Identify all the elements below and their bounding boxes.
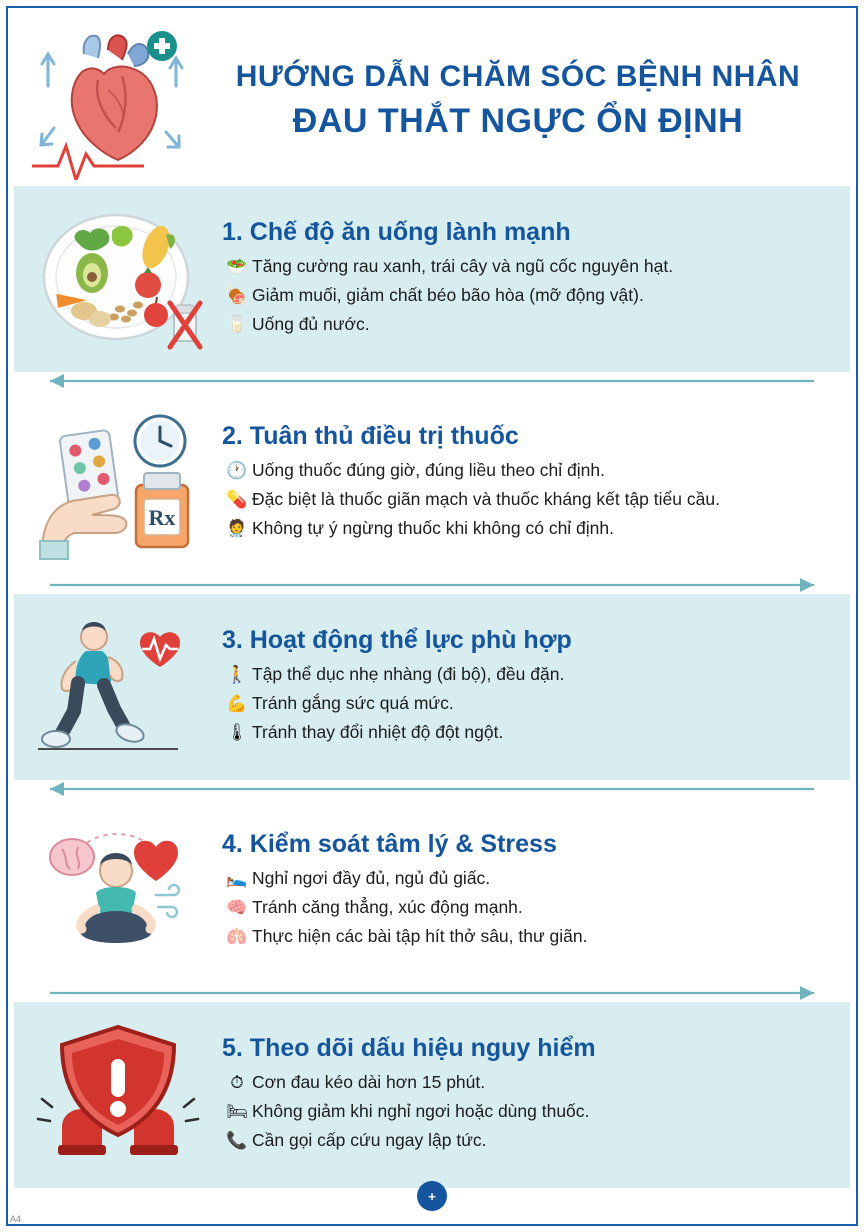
list-item <box>222 517 824 540</box>
section-4-bullets <box>222 867 824 948</box>
list-item <box>222 313 824 336</box>
warning-shield-with-exclamation-icon <box>14 1015 222 1175</box>
bullet-text: Giảm muối, giảm chất béo bão hòa (mỡ động vật). <box>252 284 644 305</box>
bullet-text: Không giảm khi nghỉ ngơi hoặc dùng thuốc. <box>252 1100 590 1121</box>
arrow-separator-4 <box>14 984 850 1002</box>
walking-person-icon: 🚶 <box>226 664 248 684</box>
bullet-text: Đặc biệt là thuốc giãn mạch và thuốc kháng kết tập tiểu cầu. <box>252 488 720 509</box>
list-item <box>222 255 824 278</box>
hospital-logo-icon: + <box>417 1181 447 1211</box>
hand-with-pills-clock-and-prescription-bottle-icon <box>14 403 222 563</box>
section-2-body <box>222 421 850 546</box>
section-4-body <box>222 829 850 954</box>
bullet-text: Không tự ý ngừng thuốc khi không có chỉ định. <box>252 517 614 538</box>
emergency-call-icon: 📞 <box>226 1130 248 1150</box>
list-item <box>222 459 824 482</box>
section-1 <box>14 186 850 372</box>
salad-bowl-icon: 🥗 <box>226 256 248 276</box>
bed-rest-icon: 🛏 <box>226 1101 248 1121</box>
poster-header <box>14 14 850 186</box>
poster-title-line2: ĐAU THẮT NGỰC ỔN ĐỊNH <box>292 101 744 140</box>
list-item <box>222 1100 824 1123</box>
section-1-bullets <box>222 255 824 336</box>
bullet-text: Nghỉ ngơi đầy đủ, ngủ đủ giấc. <box>252 867 491 888</box>
bullet-text: Uống thuốc đúng giờ, đúng liều theo chỉ định. <box>252 459 605 480</box>
bullet-text: Thực hiện các bài tập hít thở sâu, thư giãn. <box>252 925 588 946</box>
list-item <box>222 1071 824 1094</box>
section-1-body <box>222 217 850 342</box>
bullet-text: Cơn đau kéo dài hơn 15 phút. <box>252 1071 486 1092</box>
list-item <box>222 721 824 744</box>
list-item <box>222 896 824 919</box>
section-4-title: 4. Kiểm soát tâm lý & Stress <box>222 829 557 858</box>
stopwatch-icon: ⏱ <box>230 1072 244 1092</box>
section-2-bullets <box>222 459 824 540</box>
section-5 <box>14 1002 850 1188</box>
list-item <box>222 488 824 511</box>
person-jogging-with-heartbeat-icon <box>14 607 222 767</box>
section-5-body <box>222 1033 850 1158</box>
poster-title-line1: HƯỚNG DẪN CHĂM SÓC BỆNH NHÂN <box>235 60 801 93</box>
section-3-title: 3. Hoạt động thể lực phù hợp <box>222 625 572 654</box>
arrow-separator-2 <box>14 576 850 594</box>
bullet-text: Tăng cường rau xanh, trái cây và ngũ cốc nguyên hạt. <box>252 255 674 276</box>
section-3-body <box>222 625 850 750</box>
svg-text:Rx: Rx <box>148 505 176 530</box>
section-3 <box>14 594 850 780</box>
brain-icon: 🧠 <box>226 897 248 917</box>
list-item <box>222 867 824 890</box>
arrow-separator-1 <box>14 372 850 390</box>
bullet-text: Tập thể dục nhẹ nhàng (đi bộ), đều đặn. <box>252 663 565 684</box>
section-3-bullets <box>222 663 824 744</box>
bullet-text: Tránh thay đổi nhiệt độ đột ngột. <box>252 721 504 742</box>
lungs-icon: 🫁 <box>226 926 248 946</box>
list-item <box>222 692 824 715</box>
thermometer-icon: 🌡 <box>226 722 248 742</box>
clock-icon: 🕐 <box>226 460 248 480</box>
section-2 <box>14 390 850 576</box>
list-item <box>222 925 824 948</box>
bullet-text: Tránh căng thẳng, xúc động mạnh. <box>252 896 523 917</box>
section-5-title: 5. Theo dõi dấu hiệu nguy hiểm <box>222 1033 596 1062</box>
doctor-icon: 🧑‍⚕️ <box>226 518 248 538</box>
bullet-text: Uống đủ nước. <box>252 313 370 334</box>
section-4 <box>14 798 850 984</box>
healthy-food-plate-icon <box>14 199 222 359</box>
person-meditating-with-brain-and-heart-icon <box>14 811 222 971</box>
flexed-biceps-icon: 💪 <box>226 693 248 713</box>
glass-of-water-icon: 🥛 <box>226 314 248 334</box>
section-1-title: 1. Chế độ ăn uống lành mạnh <box>222 217 571 246</box>
title-block <box>200 58 850 142</box>
poster-content <box>14 14 850 1218</box>
bullet-text: Tránh gắng sức quá mức. <box>252 692 454 713</box>
section-5-bullets <box>222 1071 824 1152</box>
section-2-title: 2. Tuân thủ điều trị thuốc <box>222 421 519 450</box>
bullet-text: Cần gọi cấp cứu ngay lập tức. <box>252 1129 487 1150</box>
no-fatty-meat-icon: 🍖 <box>226 285 248 305</box>
list-item <box>222 284 824 307</box>
sleeping-bed-icon: 🛌 <box>226 868 248 888</box>
poster-footer <box>14 1174 850 1218</box>
page-size-label: A4 <box>10 1214 22 1224</box>
anatomical-heart-with-ecg-icon <box>24 20 200 180</box>
capsule-icon: 💊 <box>226 489 248 509</box>
arrow-separator-3 <box>14 780 850 798</box>
list-item <box>222 1129 824 1152</box>
list-item <box>222 663 824 686</box>
